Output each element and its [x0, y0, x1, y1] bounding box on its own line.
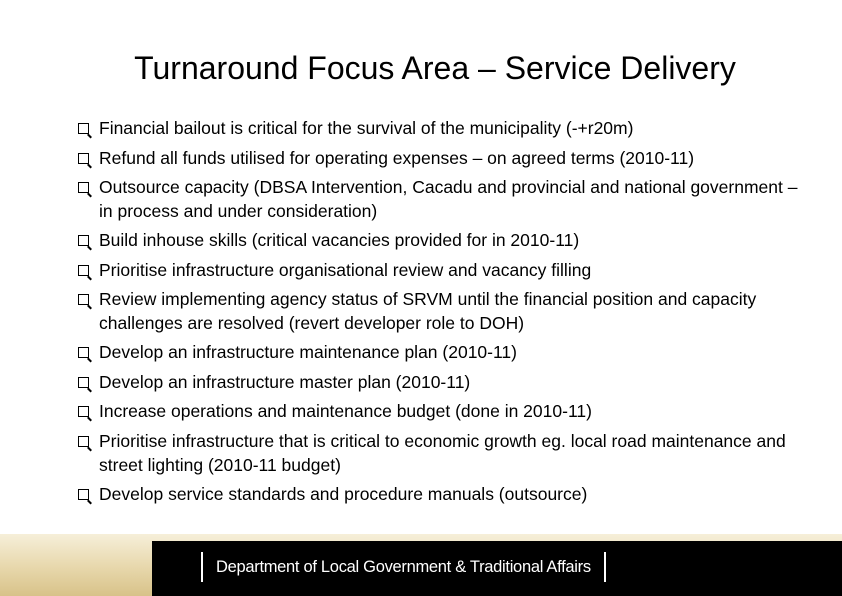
bullet-text: Develop service standards and procedure manuals (outsource)	[99, 484, 588, 505]
bullet-text: Develop an infrastructure master plan (2010-11)	[99, 371, 471, 392]
bullet-item	[78, 400, 798, 424]
bullet-list	[78, 117, 798, 507]
checkbox-q-icon	[78, 489, 89, 500]
bullet-item	[78, 176, 798, 223]
checkbox-q-icon	[78, 347, 89, 358]
department-banner	[201, 552, 606, 582]
checkbox-q-icon	[78, 406, 89, 417]
checkbox-q-icon	[78, 153, 89, 164]
bullet-text: Financial bailout is critical for the survival of the municipality (-+r20m)	[99, 118, 634, 138]
bullet-item	[78, 341, 798, 365]
checkbox-q-icon	[78, 182, 89, 193]
bullet-item	[78, 483, 798, 507]
checkbox-q-icon	[78, 265, 89, 276]
bullet-text: Outsource capacity (DBSA Intervention, Cacadu and provincial and national government – in process and under consideration)	[99, 177, 798, 221]
bullet-text: Increase operations and maintenance budget (done in 2010-11)	[99, 401, 592, 422]
bullet-item	[78, 229, 798, 253]
checkbox-q-icon	[78, 377, 89, 388]
bullet-item	[78, 288, 798, 335]
bullet-item	[78, 430, 798, 477]
department-name: Department of Local Government & Traditional Affairs	[216, 557, 591, 576]
bullet-text: Build inhouse skills (critical vacancies provided for in 2010-11)	[99, 230, 580, 251]
bullet-item	[78, 371, 798, 395]
divider-right	[604, 552, 606, 582]
bullet-text: Review implementing agency status of SRVM until the financial position and capacity challenges are resolved (revert developer role to DOH)	[99, 289, 757, 333]
bullet-text: Prioritise infrastructure that is critical to economic growth eg. local road maintenance and street lighting (2010-11 budget)	[99, 430, 786, 475]
bullet-item	[78, 259, 798, 283]
checkbox-q-icon	[78, 123, 89, 134]
slide-title: Turnaround Focus Area – Service Delivery	[134, 50, 736, 86]
checkbox-q-icon	[78, 294, 89, 305]
checkbox-q-icon	[78, 436, 89, 447]
bullet-item	[78, 117, 798, 141]
bullet-item	[78, 147, 798, 171]
bullet-text: Refund all funds utilised for operating expenses – on agreed terms (2010-11)	[99, 147, 695, 168]
checkbox-q-icon	[78, 235, 89, 246]
bullet-text: Prioritise infrastructure organisational review and vacancy filling	[99, 259, 592, 280]
bullet-text: Develop an infrastructure maintenance plan (2010-11)	[99, 342, 517, 363]
